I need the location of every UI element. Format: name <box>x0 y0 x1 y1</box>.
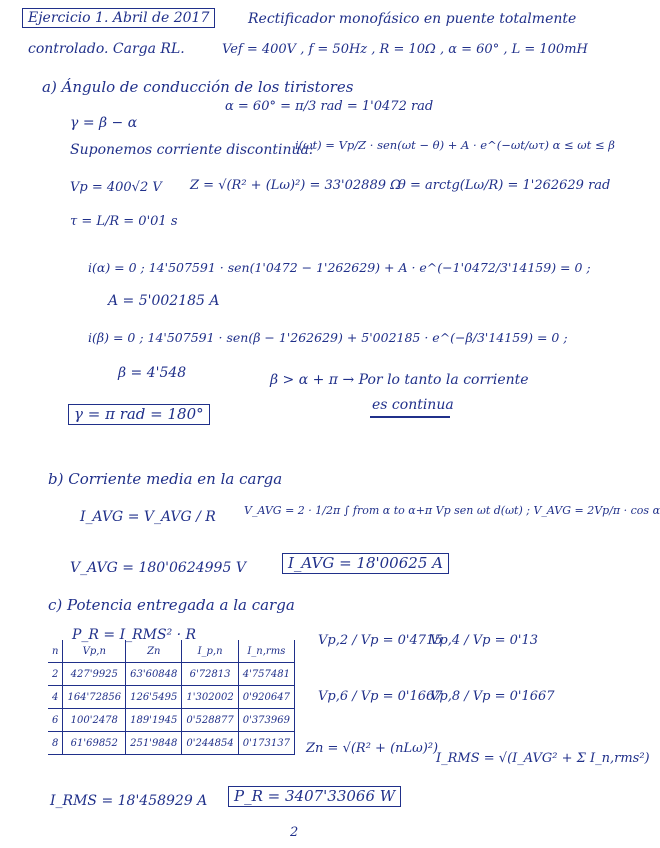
table-cell: 61'69852 <box>63 732 126 755</box>
table-cell: 2 <box>48 663 63 686</box>
exercise-description-line2: controlado. Carga RL. <box>28 41 185 57</box>
vavg-value: V_AVG = 180'0624995 V <box>70 560 246 576</box>
beta-value: β = 4'548 <box>118 365 187 381</box>
iavg-formula: I_AVG = V_AVG / R <box>80 509 216 525</box>
table-cell: 0'528877 <box>182 709 238 732</box>
table-header: Vp,n <box>63 640 126 663</box>
part-b-heading: b) Corriente media en la carga <box>48 470 283 488</box>
table-cell: 126'5495 <box>126 686 182 709</box>
current-expression: i(ωt) = Vp/Z · sen(ωt − θ) + A · e^(−ωt/ωτ) α ≤ ωt ≤ β <box>295 138 615 152</box>
power-result: P_R = 3407'33066 W <box>228 786 401 807</box>
table-header: I_p,n <box>182 640 238 663</box>
constant-a: A = 5'002185 A <box>108 293 220 309</box>
vavg-integral: V_AVG = 2 · 1/2π ∫ from α to α+π Vp sen ωt d(ωt) ; V_AVG = 2Vp/π · cos α <box>244 504 660 517</box>
table-row <box>48 732 295 755</box>
harmonic-ratio-8: Vp,8 / Vp = 0'1667 <box>430 689 555 704</box>
part-c-heading: c) Potencia entregada a la carga <box>48 596 295 614</box>
table-cell: 0'173137 <box>238 732 294 755</box>
power-formula: P_R = I_RMS² · R <box>72 627 197 643</box>
irms-formula: I_RMS = √(I_AVG² + Σ I_n,rms²) <box>436 751 650 766</box>
impedance-z: Z = √(R² + (Lω)²) = 33'02889 Ω <box>190 178 401 193</box>
table-row <box>48 709 295 732</box>
table-cell: 164'72856 <box>63 686 126 709</box>
theta-value: θ = arctg(Lω/R) = 1'262629 rad <box>398 178 611 193</box>
tau-value: τ = L/R = 0'01 s <box>70 214 178 229</box>
table-header: Zn <box>126 640 182 663</box>
table-cell: 100'2478 <box>63 709 126 732</box>
alpha-value: α = 60° = π/3 rad = 1'0472 rad <box>225 99 434 114</box>
gamma-result: γ = π rad = 180° <box>68 404 210 425</box>
exercise-title: Ejercicio 1. Abril de 2017 <box>22 8 215 28</box>
page-number: 2 <box>290 825 299 840</box>
note-underline <box>370 416 450 418</box>
table-header: n <box>48 640 63 663</box>
extinction-equation: i(β) = 0 ; 14'507591 · sen(β − 1'262629) + 5'002185 · e^(−β/3'14159) = 0 ; <box>88 330 568 345</box>
irms-value: I_RMS = 18'458929 A <box>50 793 208 809</box>
table-cell: 0'373969 <box>238 709 294 732</box>
table-cell: 4'757481 <box>238 663 294 686</box>
gamma-definition: γ = β − α <box>70 115 138 131</box>
table-cell: 189'1945 <box>126 709 182 732</box>
initial-condition-equation: i(α) = 0 ; 14'507591 · sen(1'0472 − 1'262629) + A · e^(−1'0472/3'14159) = 0 ; <box>88 260 591 275</box>
discontinuous-assumption: Suponemos corriente discontinua: <box>70 142 314 158</box>
iavg-result: I_AVG = 18'00625 A <box>282 553 449 574</box>
table-header: I_n,rms <box>238 640 294 663</box>
harmonic-impedance: Zn = √(R² + (nLω)²) <box>306 741 439 756</box>
table-cell: 251'9848 <box>126 732 182 755</box>
continuity-note-2: es continua <box>372 397 454 413</box>
table-cell: 6 <box>48 709 63 732</box>
circuit-parameters: Vef = 400V , f = 50Hz , R = 10Ω , α = 60° , L = 100mH <box>222 42 588 57</box>
table-cell: 427'9925 <box>63 663 126 686</box>
exercise-description-line1: Rectificador monofásico en puente totalmente <box>248 11 577 27</box>
table-cell: 6'72813 <box>182 663 238 686</box>
part-a-heading: a) Ángulo de conducción de los tiristores <box>42 78 354 96</box>
harmonics-table <box>48 640 295 755</box>
table-cell: 0'920647 <box>238 686 294 709</box>
table-cell: 63'60848 <box>126 663 182 686</box>
table-cell: 1'302002 <box>182 686 238 709</box>
harmonic-ratio-4: Vp,4 / Vp = 0'13 <box>430 633 539 648</box>
table-cell: 4 <box>48 686 63 709</box>
table-row <box>48 686 295 709</box>
table-row <box>48 663 295 686</box>
table-cell: 8 <box>48 732 63 755</box>
harmonic-ratio-2: Vp,2 / Vp = 0'4715 <box>318 633 443 648</box>
continuity-note-1: β > α + π → Por lo tanto la corriente <box>270 372 529 388</box>
table-cell: 0'244854 <box>182 732 238 755</box>
table-header-row <box>48 640 295 663</box>
vp-value: Vp = 400√2 V <box>70 180 162 195</box>
harmonic-ratio-6: Vp,6 / Vp = 0'1667 <box>318 689 443 704</box>
